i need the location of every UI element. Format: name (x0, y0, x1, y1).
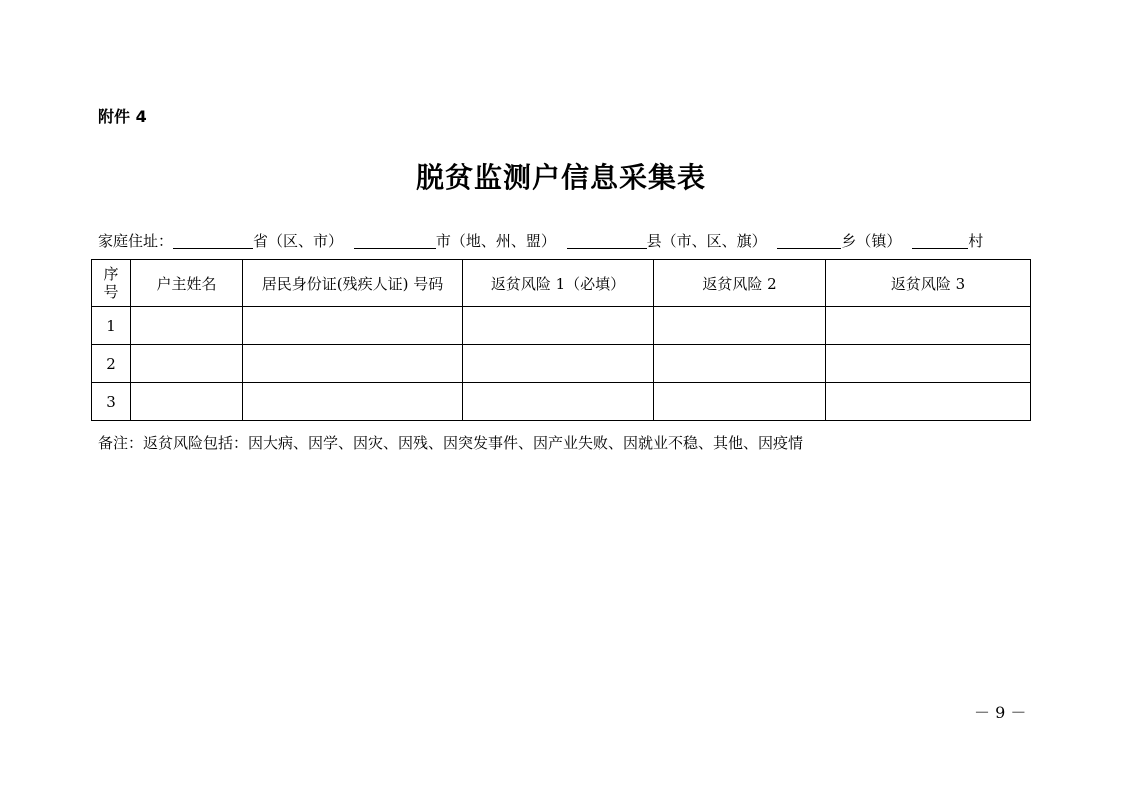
cell-risk-3[interactable] (826, 345, 1031, 383)
county-label: 县（市、区、旗） (646, 232, 767, 250)
table-row (92, 307, 1031, 345)
cell-householder-name[interactable] (131, 383, 243, 421)
cell-risk-2[interactable] (654, 383, 826, 421)
cell-risk-1[interactable] (463, 383, 654, 421)
cell-seq: 2 (92, 345, 131, 383)
header-seq-line2: 号 (103, 283, 119, 301)
county-blank[interactable] (567, 233, 647, 249)
cell-id-number[interactable] (243, 383, 463, 421)
table-row (92, 383, 1031, 421)
cell-risk-1[interactable] (463, 345, 654, 383)
cell-seq: 1 (92, 307, 131, 345)
header-seq (92, 260, 131, 307)
cell-seq: 3 (92, 383, 131, 421)
attachment-label: 附件 4 (98, 107, 147, 126)
city-blank[interactable] (354, 233, 436, 249)
cell-risk-1[interactable] (463, 307, 654, 345)
cell-risk-3[interactable] (826, 383, 1031, 421)
table-row (92, 345, 1031, 383)
cell-risk-2[interactable] (654, 345, 826, 383)
cell-risk-2[interactable] (654, 307, 826, 345)
cell-householder-name[interactable] (131, 345, 243, 383)
header-risk-3: 返贫风险 3 (826, 260, 1031, 307)
address-label: 家庭住址： (98, 232, 174, 250)
township-label: 乡（镇） (841, 232, 902, 250)
cell-id-number[interactable] (243, 307, 463, 345)
header-seq-line1: 序 (103, 265, 119, 283)
address-line (98, 230, 1038, 251)
remarks-note: 备注：返贫风险包括：因大病、因学、因灾、因残、因突发事件、因产业失败、因就业不稳、其他、因疫情 (98, 434, 804, 452)
table-header-row (92, 260, 1031, 307)
page-number: － 9 － (974, 703, 1027, 722)
page-title: 脱贫监测户信息采集表 (415, 161, 706, 194)
header-householder-name: 户主姓名 (131, 260, 243, 307)
city-label: 市（地、州、盟） (435, 232, 556, 250)
cell-risk-3[interactable] (826, 307, 1031, 345)
info-table (91, 259, 1031, 421)
village-blank[interactable] (912, 233, 968, 249)
cell-householder-name[interactable] (131, 307, 243, 345)
township-blank[interactable] (777, 233, 841, 249)
header-id-number: 居民身份证(残疾人证) 号码 (243, 260, 463, 307)
header-risk-1: 返贫风险 1（必填） (463, 260, 654, 307)
header-risk-2: 返贫风险 2 (654, 260, 826, 307)
province-label: 省（区、市） (253, 232, 344, 250)
province-blank[interactable] (173, 233, 253, 249)
cell-id-number[interactable] (243, 345, 463, 383)
village-label: 村 (968, 232, 984, 250)
